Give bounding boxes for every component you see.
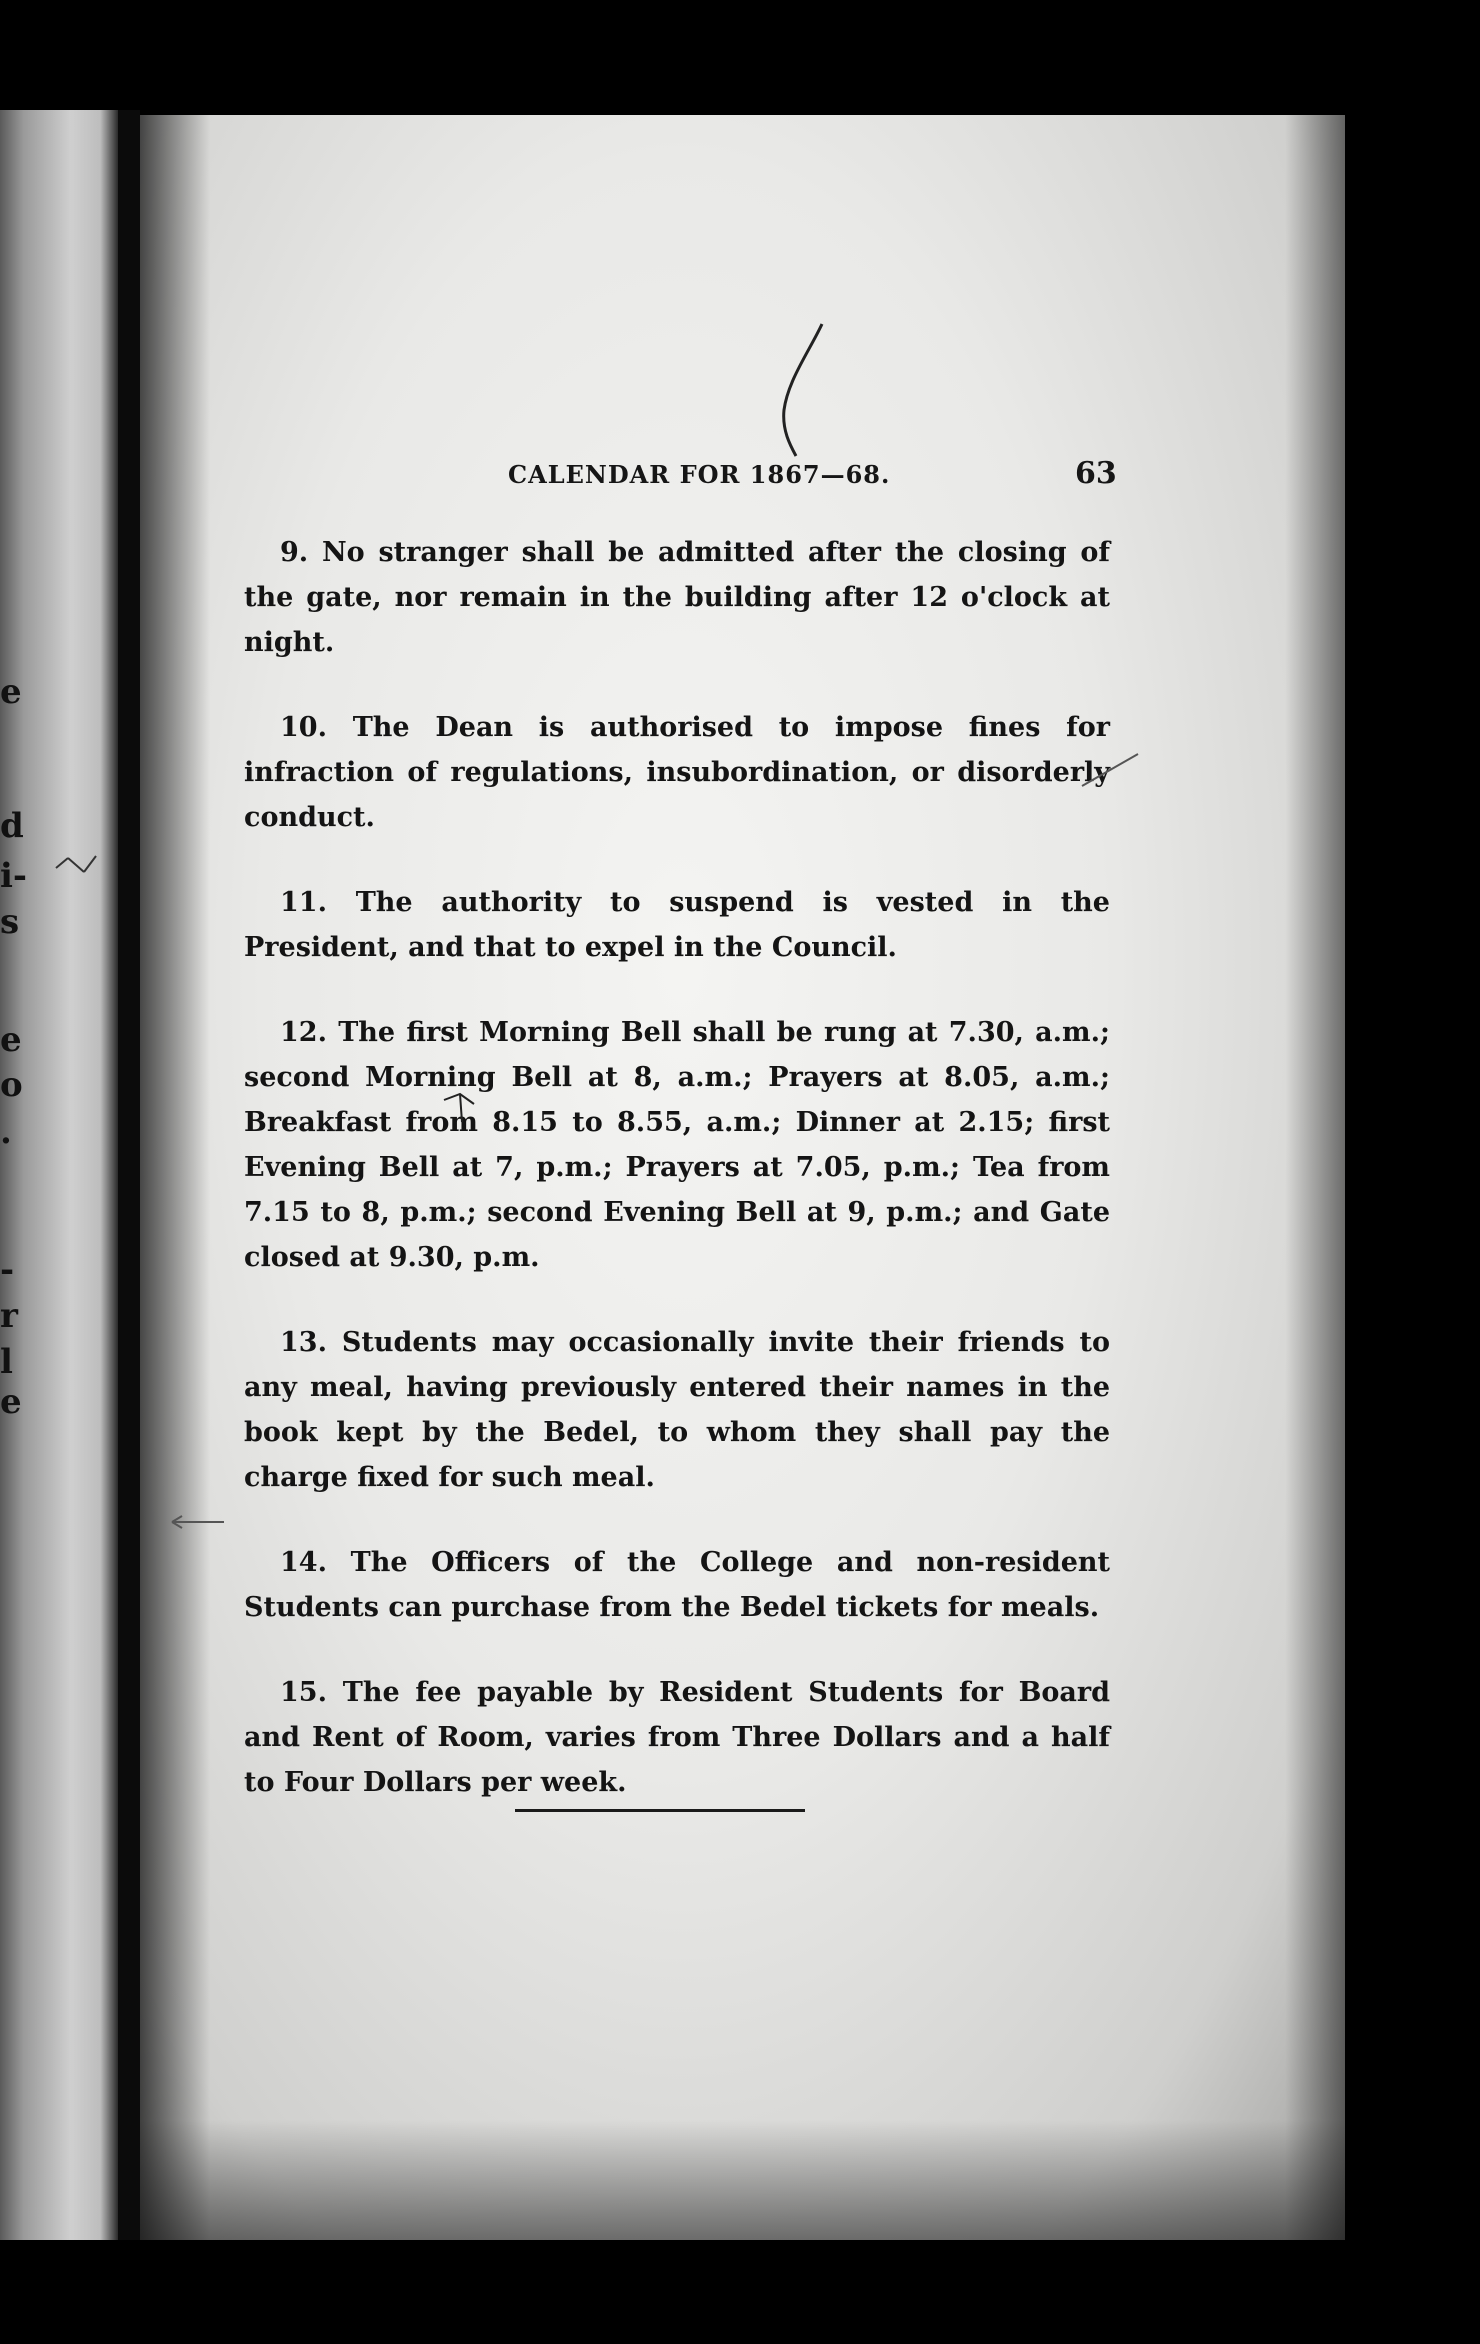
facing-page-letter: s [0,902,20,942]
page-shadow [1285,115,1345,2240]
regulation-paragraph-15: 15. The fee payable by Resident Students for Board and Rent of Room, varies from Three Dollars and a half to Four Dollars per week. [244,1677,1110,1798]
book-page [140,115,1345,2240]
page-shadow [140,2120,1345,2240]
regulation-paragraph-12: 12. The first Morning Bell shall be rung at 7.30, a.m.; second Morning Bell at 8, a.m.; Prayers at 8.05, a.m.; Breakfast from 8.15 to 8.55, a.m.; Dinner at 2.15; first Evening Bell at 7, p.m.; Prayers at 7.05, p.m.; Tea from 7.15 to 8, p.m.; second Evening Bell at 9, p.m.; and Gate closed at 9.30, p.m. [244,1017,1110,1273]
regulation-paragraph-9: 9. No stranger shall be admitted after the closing of the gate, nor remain in the building after 12 o'clock at night. [244,537,1110,658]
regulation-paragraph-10: 10. The Dean is authorised to impose fines for infraction of regulations, insubordination, or disorderly conduct. [244,712,1110,833]
running-head: CALENDAR FOR 1867—68. [508,460,891,489]
regulations-text [244,530,1110,1845]
facing-page-letter: o [0,1065,23,1105]
facing-page-letter: r [0,1296,18,1336]
page-number: 63 [1075,456,1117,491]
facing-page-letter: i- [0,856,28,896]
facing-page-letter: l [0,1342,13,1382]
facing-page-letter: e [0,1020,22,1060]
regulation-paragraph-11: 11. The authority to suspend is vested in the President, and that to expel in the Council. [244,887,1110,963]
facing-page-letter: . [0,1112,12,1152]
facing-page-letter: e [0,672,22,712]
facing-page-fragment [0,110,118,2240]
facing-page-letter: e [0,1382,22,1422]
regulation-paragraph-13: 13. Students may occasionally invite their friends to any meal, having previously entered their names in the book kept by the Bedel, to whom they shall pay the charge fixed for such meal. [244,1327,1110,1493]
facing-page-letter: - [0,1250,15,1290]
regulation-paragraph-14: 14. The Officers of the College and non-resident Students can purchase from the Bedel tickets for meals. [244,1547,1110,1623]
facing-page-letter: d [0,806,24,846]
page-shadow [140,115,210,2240]
book-gutter [118,110,140,2240]
closing-rule [515,1809,805,1812]
